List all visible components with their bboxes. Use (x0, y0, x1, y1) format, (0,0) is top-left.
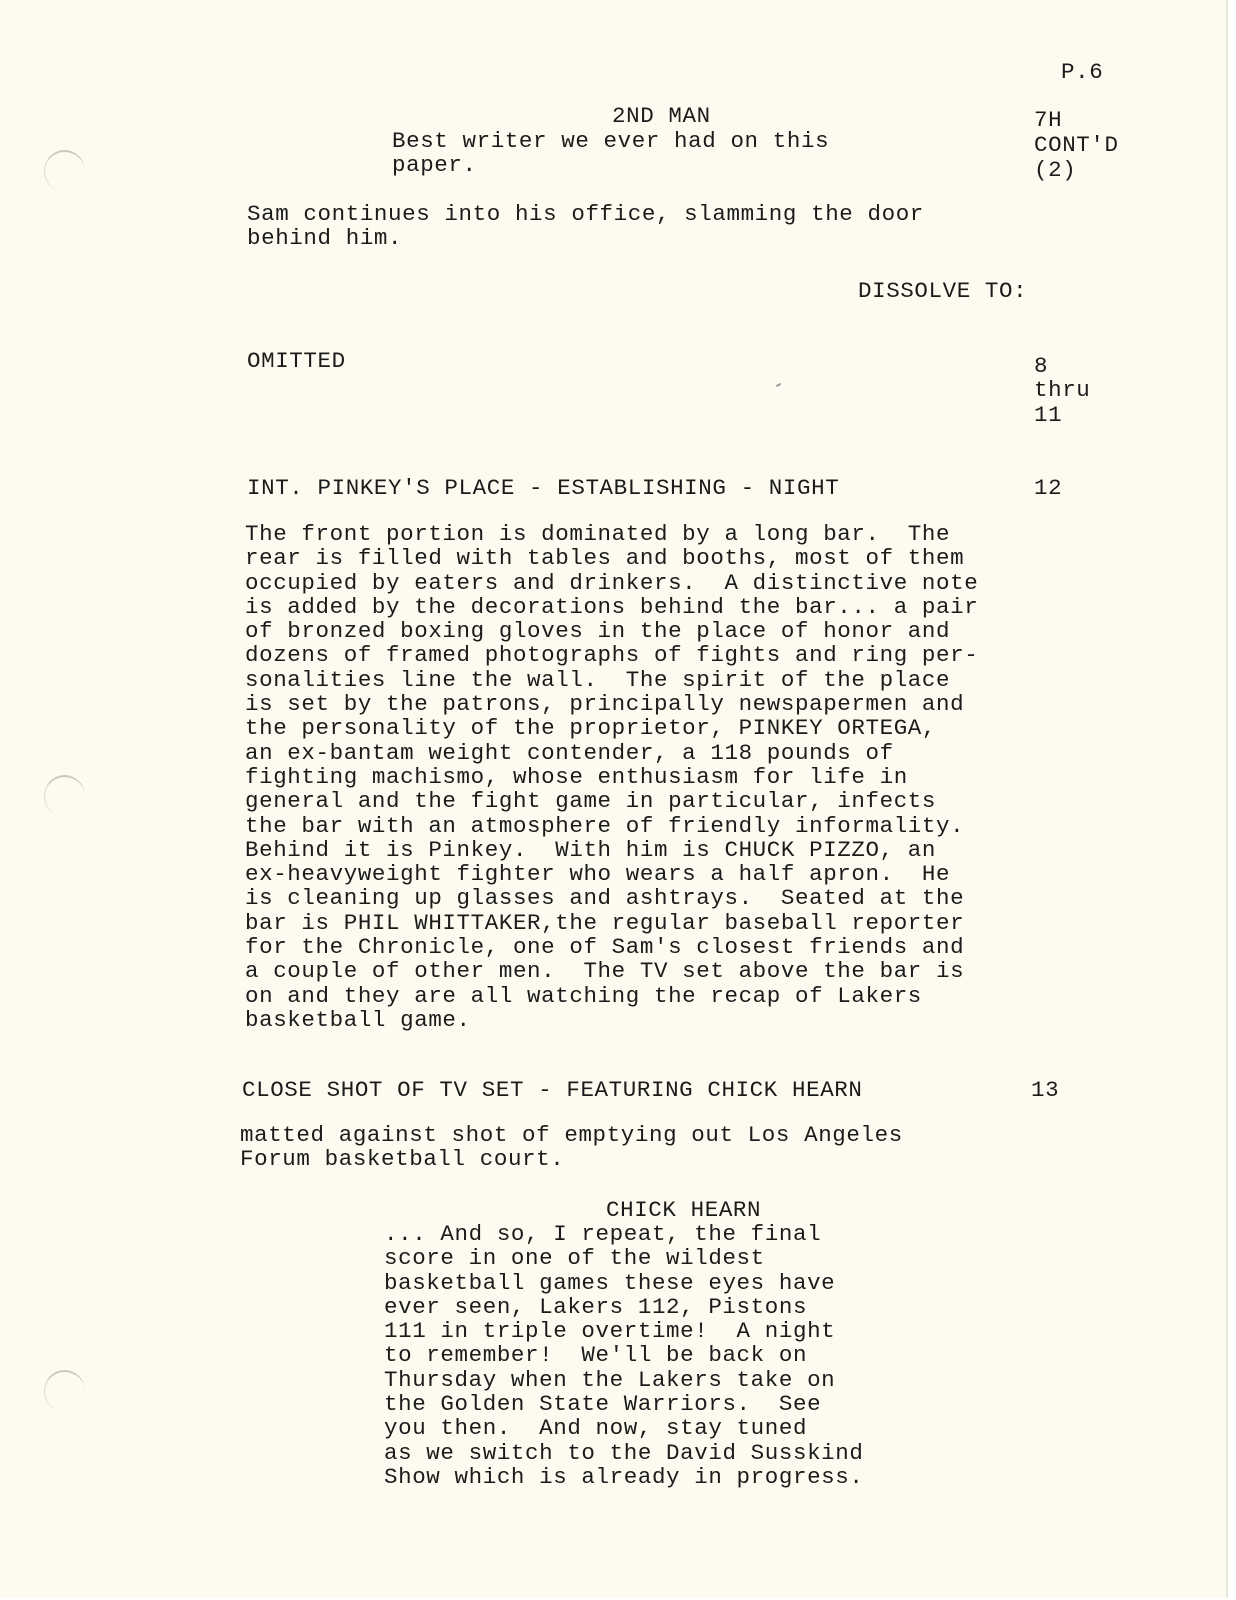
scene-number-13: 13 (1031, 1077, 1060, 1103)
binder-hole-bottom (44, 1370, 85, 1412)
continued-label: CONT'D (1034, 132, 1119, 158)
omitted-label: OMITTED (247, 348, 346, 374)
action-matted-shot: matted against shot of emptying out Los Angeles Forum basketball court. (240, 1122, 903, 1173)
transition-dissolve: DISSOLVE TO: (858, 278, 1028, 304)
scene-number-12: 12 (1034, 475, 1063, 501)
page-number: P.6 (1061, 59, 1104, 85)
action-pinkeys-place-description: The front portion is dominated by a long bar. The rear is filled with tables and booths, most of them occupied by eaters and drinkers. A distinctive note is added by the decorations behind the bar... a pair of bronzed boxing gloves in the place of honor and dozens of framed photographs of fights and ring per- sonalities line the wall. The spirit of the place is set by the patrons, principally newspapermen and the personality of the proprietor, PINKEY ORTEGA, an ex-bantam weight contender, a 118 pounds of fighting machismo, whose enthusiasm for life in general and the fight game in particular, infects the bar with an atmosphere of friendly informality. Behind it is Pinkey. With him is CHUCK PIZZO, an ex-heavyweight fighter who wears a half apron. He is cleaning up glasses and ashtrays. Seated at the bar is PHIL WHITTAKER,the regular baseball reporter for the Chronicle, one of Sam's closest friends and a couple of other men. The TV set above the bar is on and they are all watching the recap of Lakers basketball game. (245, 521, 979, 1033)
character-cue-2nd-man: 2ND MAN (612, 103, 711, 129)
action-sam-exits: Sam continues into his office, slamming the door behind him. (247, 201, 924, 252)
scene-heading-tv-set: CLOSE SHOT OF TV SET - FEATURING CHICK HEARN (242, 1077, 863, 1103)
paper-speck (776, 383, 781, 387)
dialogue-chick-hearn: ... And so, I repeat, the final score in one of the wildest basketball games these eyes have ever seen, Lakers 112, Pistons 111 in triple overtime! A night to remember! We'll be back on Thursday when the Lakers take on the Golden State Warriors. See you then. And now, stay tuned as we switch to the David Susskind Show which is already in progress. (384, 1221, 864, 1490)
scene-heading-pinkeys-place: INT. PINKEY'S PLACE - ESTABLISHING - NIGHT (247, 475, 840, 501)
scene-number-7h: 7H (1034, 107, 1063, 133)
continued-count: (2) (1034, 157, 1077, 183)
binder-hole-middle (44, 775, 85, 817)
dialogue-2nd-man: Best writer we ever had on this paper. (392, 128, 830, 179)
character-cue-chick-hearn: CHICK HEARN (606, 1197, 762, 1223)
binder-hole-top (44, 150, 85, 192)
omitted-scene-numbers: 8 thru 11 (1034, 353, 1091, 428)
